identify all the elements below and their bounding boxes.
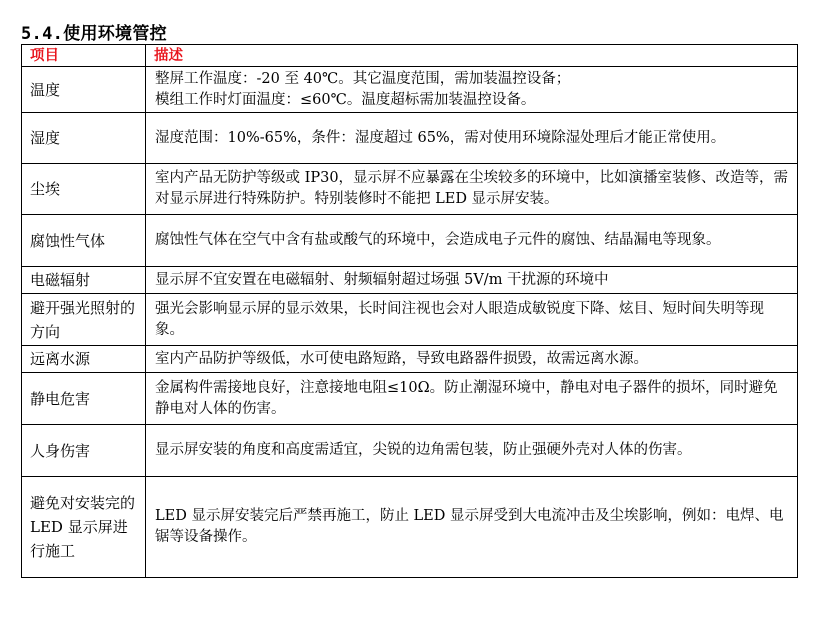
description-line: 显示屏安装的角度和高度需适宜，尖锐的边角需包装，防止强硬外壳对人体的伤害。 [155,442,692,458]
description-line: 腐蚀性气体在空气中含有盐或酸气的环境中，会造成电子元件的腐蚀、结晶漏电等现象。 [155,232,721,248]
description-line: LED 显示屏安装完后严禁再施工，防止 LED 显示屏受到大电流冲击及尘埃影响，例如：电焊、电锯等设备操作。 [155,508,784,545]
row-item-label: 人身伤害 [22,425,146,477]
description-line: 显示屏不宜安置在电磁辐射、射频辐射超过场强 5V/m 干扰源的环境中 [155,271,609,288]
table-row-dust [22,164,798,215]
table-row-strong-light [22,294,798,346]
row-description [146,346,798,373]
row-item-label: 避开强光照射的方向 [22,294,146,346]
row-item-label: 腐蚀性气体 [22,215,146,267]
row-description [146,425,798,477]
description-line: 室内产品防护等级低，水可使电路短路，导致电路器件损毁，故需远离水源。 [155,350,648,367]
table-header-row [22,45,798,67]
row-description [146,373,798,425]
table-row-construction [22,477,798,578]
description-line: 模组工作时灯面温度：≤60℃。温度超标需加装温控设备。 [155,91,536,108]
header-item: 项目 [22,45,146,67]
header-description: 描述 [146,45,798,67]
row-description [146,267,798,294]
table-row-electromagnetic-radiation [22,267,798,294]
environment-control-table [21,44,798,578]
table-row-temperature [22,67,798,113]
row-description [146,113,798,164]
row-item-label: 静电危害 [22,373,146,425]
table-row-static [22,373,798,425]
table-row-corrosive-gas [22,215,798,267]
table-row-humidity [22,113,798,164]
description-line: 强光会影响显示屏的显示效果，长时间注视也会对人眼造成敏锐度下降、炫目、短时间失明等现象。 [155,300,764,338]
row-description [146,67,798,113]
description-line: 室内产品无防护等级或 IP30，显示屏不应暴露在尘埃较多的环境中，比如演播室装修、改造等，需对显示屏进行特殊防护。特别装修时不能把 LED 显示屏安装。 [155,170,789,207]
row-item-label: 电磁辐射 [22,267,146,294]
table-row-personal-injury [22,425,798,477]
row-item-label: 避免对安装完的 LED 显示屏进行施工 [22,477,146,578]
description-line: 整屏工作温度：-20 至 40℃。其它温度范围，需加装温控设备； [155,70,571,87]
row-item-label: 尘埃 [22,164,146,215]
description-line: 金属构件需接地良好，注意接地电阻≤10Ω。防止潮湿环境中，静电对电子器件的损坏，同时避免静电对人体的伤害。 [155,379,778,417]
row-item-label: 远离水源 [22,346,146,373]
section-title: 5.4.使用环境管控 [21,24,167,44]
table-row-water [22,346,798,373]
row-item-label: 湿度 [22,113,146,164]
row-description [146,215,798,267]
row-item-label: 温度 [22,67,146,113]
row-description [146,477,798,578]
description-line: 湿度范围：10%-65%，条件：湿度超过 65%，需对使用环境除湿处理后才能正常使用。 [155,129,726,146]
row-description [146,294,798,346]
row-description [146,164,798,215]
